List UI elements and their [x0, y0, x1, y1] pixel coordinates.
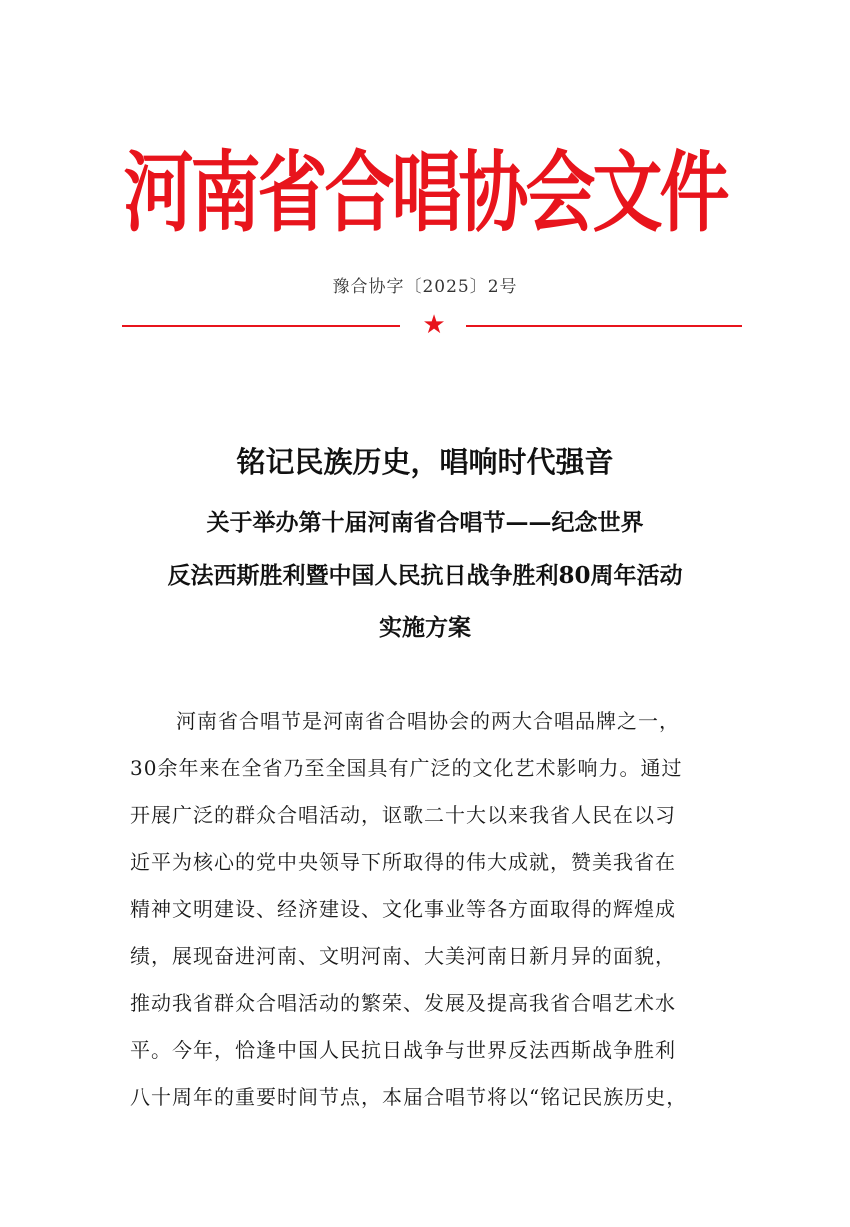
separator-line-left	[122, 325, 400, 327]
body-line: 近平为核心的党中央领导下所取得的伟大成就，赞美我省在	[130, 850, 676, 874]
subtitle-line-3: 实施方案	[379, 614, 471, 641]
body-line: 推动我省群众合唱活动的繁荣、发展及提高我省合唱艺术水	[130, 991, 676, 1015]
body-line: 八十周年的重要时间节点，本届合唱节将以“铭记民族历史，	[130, 1085, 688, 1109]
body-line: 30余年来在全省乃至全国具有广泛的文化艺术影响力。通过	[130, 756, 683, 780]
body-line: 河南省合唱节是河南省合唱协会的两大合唱品牌之一，	[176, 709, 680, 733]
separator-line-right	[466, 325, 742, 327]
masthead	[0, 118, 850, 268]
star-icon: ★	[422, 310, 446, 340]
subtitle-line-2: 反法西斯胜利暨中国人民抗日战争胜利80周年活动	[167, 562, 683, 589]
subtitle-line-1: 关于举办第十届河南省合唱节——纪念世界	[206, 509, 644, 536]
body-line: 精神文明建设、经济建设、文化事业等各方面取得的辉煌成	[130, 897, 676, 921]
body-line: 绩，展现奋进河南、文明河南、大美河南日新月异的面貌，	[130, 944, 676, 968]
main-title: 铭记民族历史，唱响时代强音	[236, 445, 614, 479]
body-line: 平。今年，恰逢中国人民抗日战争与世界反法西斯战争胜利	[130, 1038, 676, 1062]
red-separator	[122, 312, 742, 342]
document-header-title: 河南省合唱协会文件	[123, 140, 727, 245]
body-line: 开展广泛的群众合唱活动，讴歌二十大以来我省人民在以习	[130, 803, 676, 827]
document-number: 豫合协字〔2025〕2号	[332, 277, 518, 297]
